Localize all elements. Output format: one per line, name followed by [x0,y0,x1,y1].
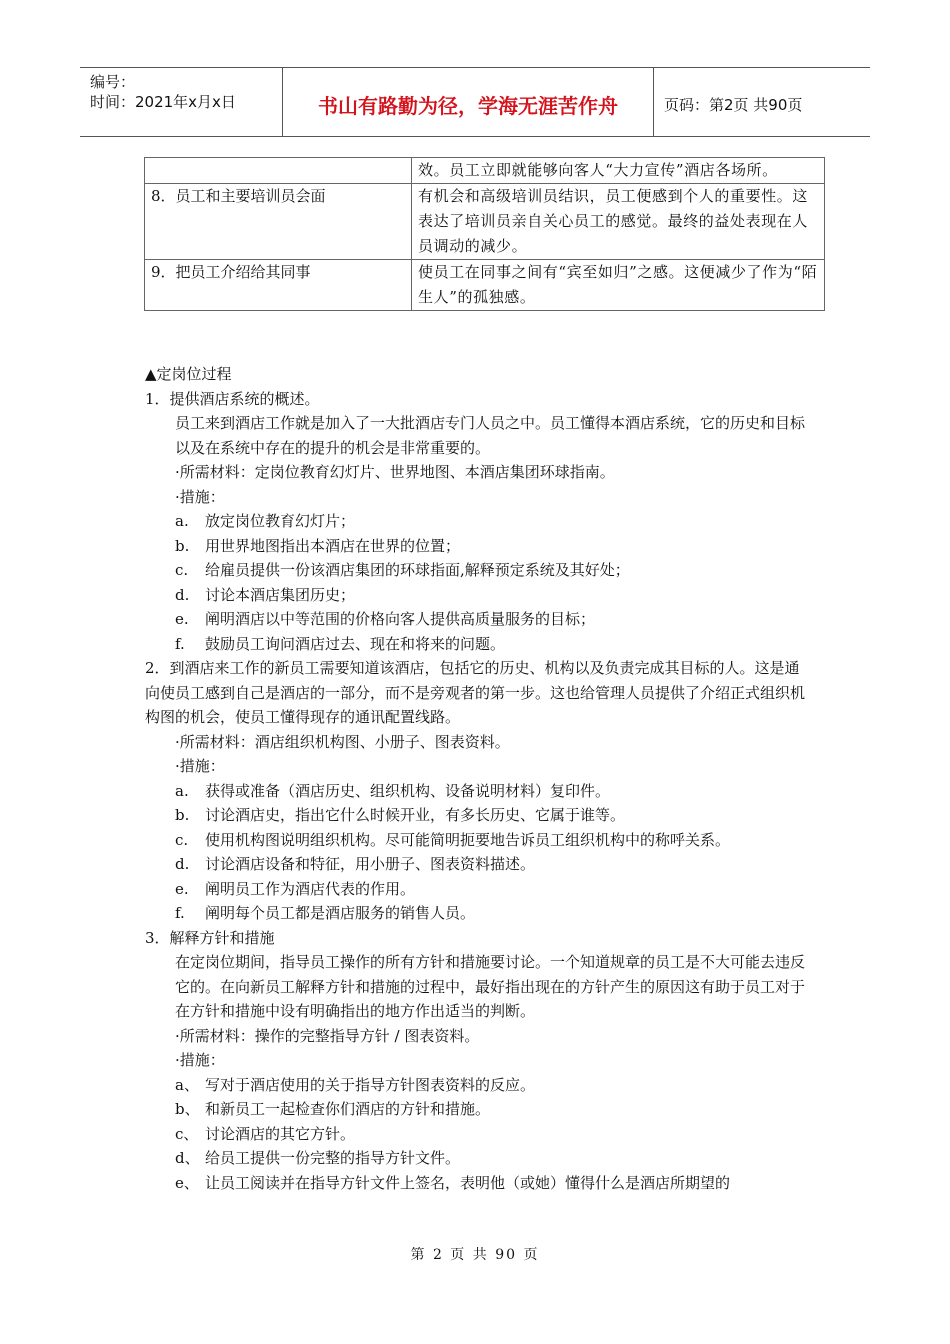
table-row [145,260,825,311]
list-item: d、 给员工提供一份完整的指导方针文件。 [175,1149,461,1167]
list-item: e. 阐明酒店以中等范围的价格向客人提供高质量服务的目标； [175,610,596,628]
s2-title-paragraph: 2．到酒店来工作的新员工需要知道该酒店，包括它的历史、机构以及负责完成其目标的人。这是通向使员工感到自己是酒店的一部分，而不是旁观者的第一步。这也给管理人员提供了介绍正式组织机构图的机会，使员工懂得现存的通讯配置线路。 [145,659,806,726]
table-cell-step: 9．把员工介绍给其同事 [145,260,412,311]
list-item: d. 讨论本酒店集团历史； [175,585,356,604]
table-cell-step: 8．员工和主要培训员会面 [145,184,412,260]
s2-materials: ·所需材料：酒店组织机构图、小册子、图表资料。 [175,732,510,751]
list-item: c. 使用机构图说明组织机构。尽可能简明扼要地告诉员工组织机构中的称呼关系。 [175,830,731,849]
s1-title: 1．提供酒店系统的概述。 [145,389,320,408]
list-item: b. 讨论酒店史，指出它什么时候开业，有多长历史、它属于谁等。 [175,806,626,824]
table-cell-step [145,158,412,184]
section-title: ▲定岗位过程 [145,365,232,383]
page-header [80,67,870,137]
s1-measures: ·措施： [175,487,225,506]
page-footer: 第 2 页 共 90 页 [410,1247,540,1263]
header-divider [653,68,654,136]
list-item: b、 和新员工一起检查你们酒店的方针和措施。 [175,1100,491,1118]
table-cell-effect: 效。员工立即就能够向客人“大力宣传”酒店各场所。 [412,158,825,184]
header-motto: 书山有路勤为径，学海无涯苦作舟 [318,94,618,118]
list-item: f. 鼓励员工询问酒店过去、现在和将来的问题。 [175,634,506,653]
s3-title: 3．解释方针和措施 [145,928,275,947]
list-item: e、 让员工阅读并在指导方针文件上签名，表明他（或她）懂得什么是酒店所期望的 [175,1173,731,1192]
time-label: 时间：2021年x月x日 [90,93,236,111]
list-item: c. 给雇员提供一份该酒店集团的环球指面,解释预定系统及其好处； [175,561,630,579]
s3-materials: ·所需材料：操作的完整指导方针 / 图表资料。 [175,1026,480,1045]
list-item: c、 讨论酒店的其它方针。 [175,1124,356,1143]
s1-materials: ·所需材料：定岗位教育幻灯片、世界地图、本酒店集团环球指南。 [175,463,615,481]
list-item: b. 用世界地图指出本酒店在世界的位置； [175,536,461,555]
orientation-table [144,157,825,311]
table-cell-effect: 有机会和高级培训员结识，员工便感到个人的重要性。这表达了培训员亲自关心员工的感觉。最终的益处表现在人员调动的减少。 [412,184,825,260]
page-info: 页码：第2页 共90页 [664,96,803,114]
table-row [145,184,825,260]
s1-paragraph: 员工来到酒店工作就是加入了一大批酒店专门人员之中。员工懂得本酒店系统，它的历史和目标以及在系统中存在的提升的机会是非常重要的。 [175,414,806,457]
list-item: e. 阐明员工作为酒店代表的作用。 [175,879,416,898]
s3-paragraph: 在定岗位期间，指导员工操作的所有方针和措施要讨论。一个知道规章的员工是不大可能去违反它的。在向新员工解释方针和措施的过程中，最好指出现在的方针产生的原因这有助于员工对于在方针和措施中设有明确指出的地方作出适当的判断。 [175,953,806,1020]
list-item: f. 阐明每个员工都是酒店服务的销售人员。 [175,904,476,922]
s2-measures: ·措施： [175,757,225,775]
list-item: a. 放定岗位教育幻灯片； [175,512,356,530]
number-label: 编号： [90,73,136,91]
header-meta [90,72,236,112]
list-item: a、 写对于酒店使用的关于指导方针图表资料的反应。 [175,1075,536,1094]
document-body [145,362,813,1195]
table-cell-effect: 使员工在同事之间有“宾至如归”之感。这便减少了作为“陌生人”的孤独感。 [412,260,825,311]
list-item: d. 讨论酒店设备和特征，用小册子、图表资料描述。 [175,855,536,873]
s3-measures: ·措施： [175,1051,225,1069]
table-row [145,158,825,184]
list-item: a. 获得或准备（酒店历史、组织机构、设备说明材料）复印件。 [175,781,611,800]
